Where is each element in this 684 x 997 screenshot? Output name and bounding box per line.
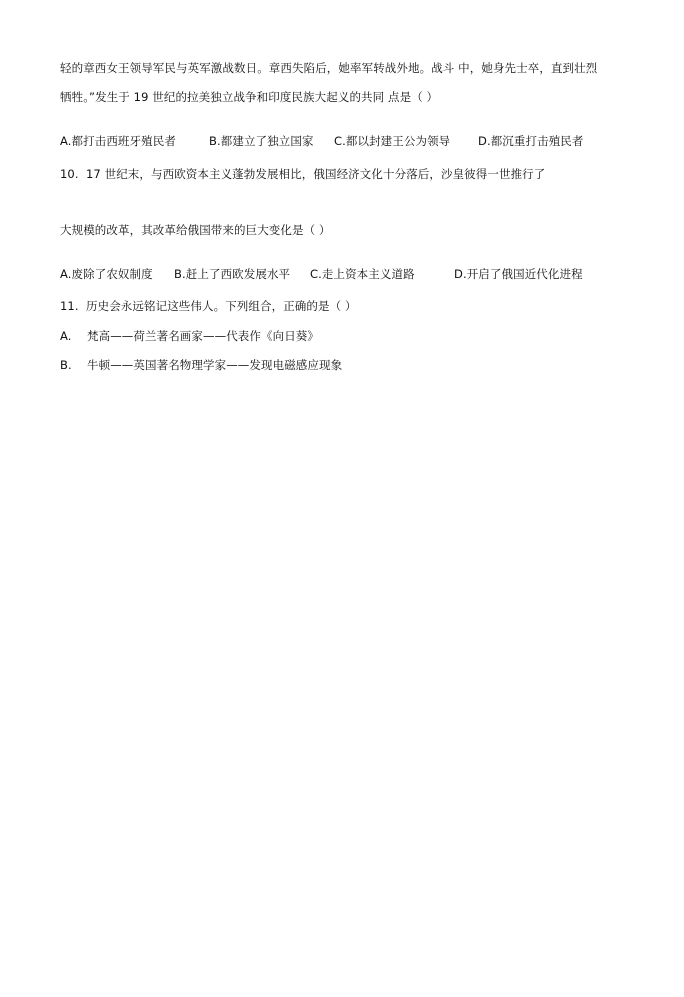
q10-number: 10. (60, 167, 79, 181)
q11-option-a-letter: A. (60, 329, 72, 343)
q9-option-b: B.都建立了独立国家 (209, 134, 314, 148)
q9-option-a: A.都打击西班牙殖民者 (60, 134, 176, 148)
q11-option-b-text: 牛顿——英国著名物理学家——发现电磁感应现象 (87, 358, 343, 372)
q10-stem-text: 17 世纪末，与西欧资本主义蓬勃发展相比，俄国经济文化十分落后，沙皇彼得一世推行了 (86, 167, 546, 181)
q10-stem-line1 (60, 166, 545, 182)
q11-option-b-letter: B. (60, 358, 72, 372)
q11-option-b (60, 357, 342, 373)
q9-option-c: C.都以封建王公为领导 (334, 134, 451, 148)
q11-option-a (60, 328, 319, 344)
q9-option-d: D.都沉重打击殖民者 (478, 134, 584, 148)
q10-stem-line2: 大规模的改革，其改革给俄国带来的巨大变化是（ ） (60, 223, 331, 237)
q11-stem (60, 298, 357, 314)
q10-option-b: B.赶上了西欧发展水平 (174, 267, 291, 281)
q11-stem-text: 历史会永远铭记这些伟人。下列组合，正确的是（ ） (86, 299, 357, 313)
q9-stem-line2: 牺牲。”发生于 19 世纪的拉美独立战争和印度民族大起义的共同 点是（ ） (60, 90, 439, 104)
q10-option-c: C.走上资本主义道路 (310, 267, 415, 281)
q11-option-a-text: 梵高——荷兰著名画家——代表作《向日葵》 (87, 329, 319, 343)
q10-option-a: A.废除了农奴制度 (60, 267, 153, 281)
q11-number: 11. (60, 299, 79, 313)
q9-stem-line1: 轻的章西女王领导军民与英军激战数日。章西失陷后，她率军转战外地。战斗 中，她身先士卒，直到壮烈 (60, 61, 598, 75)
q10-option-d: D.开启了俄国近代化进程 (454, 267, 583, 281)
